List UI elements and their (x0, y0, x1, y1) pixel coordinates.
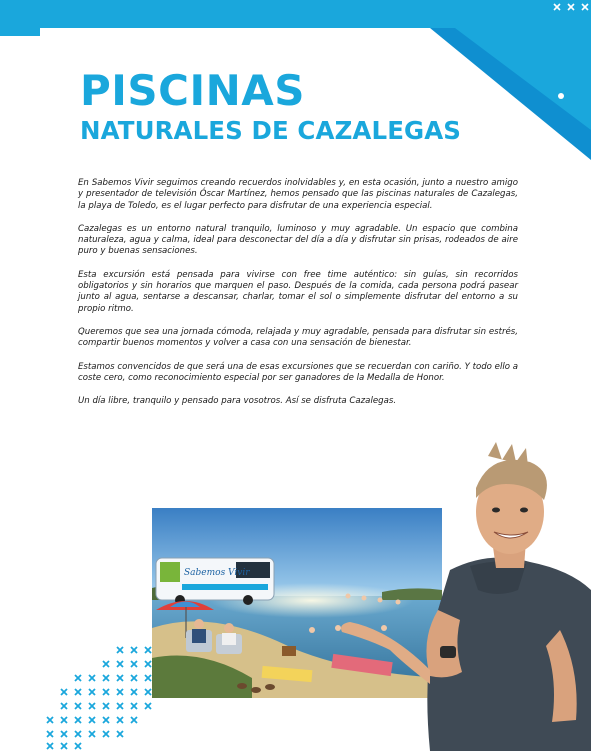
bus-brand-label: Sabemos Vivir (184, 568, 250, 578)
paragraph: En Sabemos Vivir seguimos creando recuerdos inolvidables y, en esta ocasión, junto a nuestro amigo y presentador de televisión Óscar Martínez, hemos pensado que las piscinas naturales de Cazalegas, la playa de Toledo, es el lugar perfecto para disfrutar de una experiencia especial. (78, 178, 518, 211)
page-title: PISCINAS (80, 66, 306, 115)
paragraph: Cazalegas es un entorno natural tranquilo, luminoso y muy agradable. Un espacio que combina naturaleza, agua y calma, ideal para desconectar del día a día y disfrutar sin prisas, rodeados de aire puro y buenas sensaciones. (78, 223, 518, 257)
presenter-photo (330, 440, 591, 751)
paragraph: Queremos que sea una jornada cómoda, relajada y muy agradable, pensada para disfrutar sin estrés, compartir buenos momentos y volver a casa con una sensación de bienestar. (78, 326, 518, 349)
paragraph: Un día libre, tranquilo y pensado para vosotros. Así se disfruta Cazalegas. (78, 396, 397, 407)
paragraph: Estamos convencidos de que será una de esas excursiones que se recuerdan con cariño. Y todo ello a coste cero, como reconocimiento especial por ser ganadores de la Medalla de Honor. (78, 361, 518, 383)
article-body (78, 178, 518, 419)
corner-cross-icon (548, 2, 590, 14)
page-subtitle: NATURALES DE CAZALEGAS (80, 116, 462, 145)
paragraph: Esta excursión está pensada para vivirse con free time auténtico: sin guías, sin recorridos obligatorios y sin horarios que marquen el paso. Después de la comida, cada persona podrá pasear junto al agua, sentarse a descansar, charlar, tomar el sol o simplemente disfrutar del entorno a su propio ritmo. (78, 269, 518, 314)
